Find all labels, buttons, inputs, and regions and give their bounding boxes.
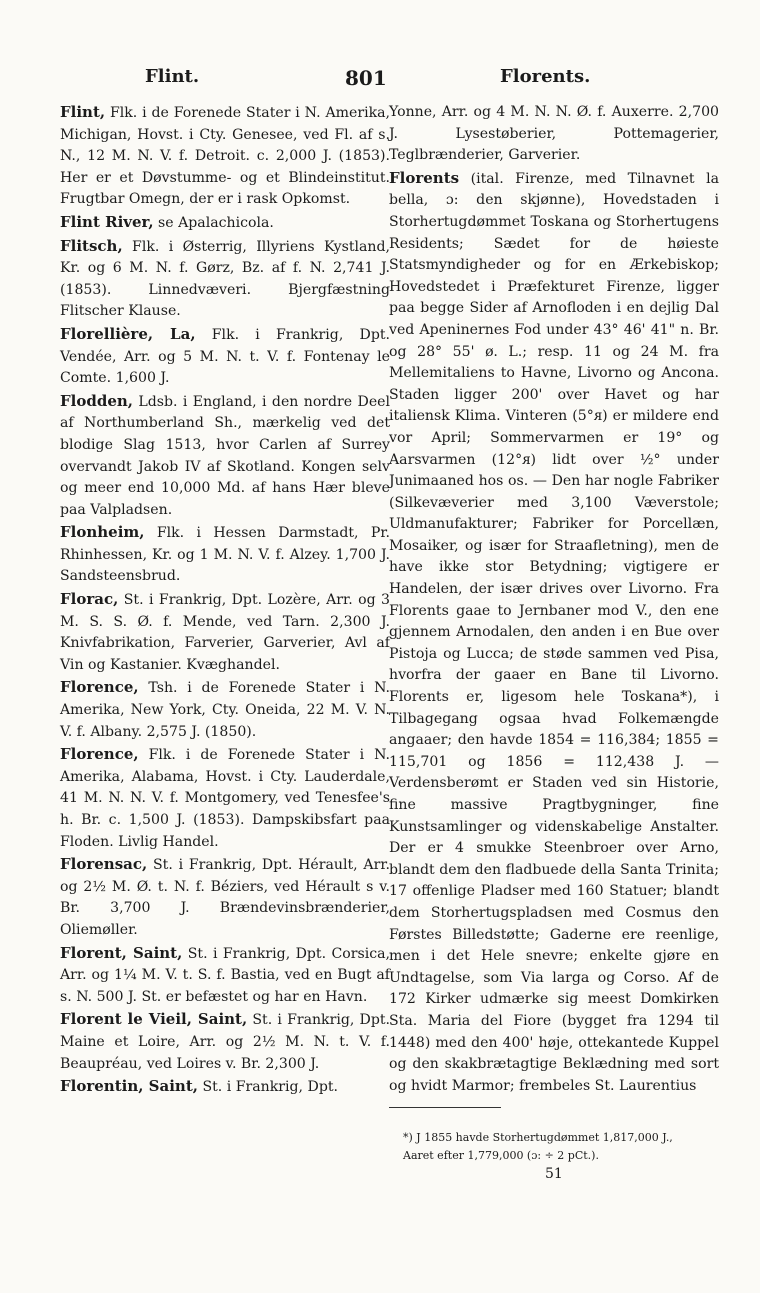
headword: Flitsch, <box>60 236 123 255</box>
headword: Flonheim, <box>60 523 145 542</box>
footnote-line: *) J 1855 havde Storhertugdømmet 1,817,000 J., <box>403 1131 673 1144</box>
entry-text: St. i Frankrig, Dpt. <box>202 1079 338 1096</box>
entry-text: Flk. i Østerrig, Illyriens Kystland, Kr. og 6 M. N. f. Gørz, Bz. af f. N. 2,741 J. (1853). Linnedvæveri. Bjergfæstning Flitscher Klause. <box>60 238 390 320</box>
header-right-word: Florents. <box>500 66 591 87</box>
entry-text: Ldsb. i England, i den nordre Deel af Northumberland Sh., mærkelig ved det blodige Slag 1513, hvor Carlen af Surrey overvandt Jakob IV af Skotland. Kongen selv og meer end 10,000 Md. af hans Hær bleve paa Valpladsen. <box>60 393 391 518</box>
entry-text: St. i Frankrig, Dpt. Hérault, Arr. og 2½ M. Ø. t. N. f. Béziers, ved Hérault s v. Br. 3,700 J. Brændevinsbrænderier, Oliemøller. <box>60 857 390 938</box>
headword: Florence, <box>60 678 139 697</box>
right-column <box>389 102 719 1098</box>
entry <box>60 1009 390 1075</box>
entry-text: se Apalachicola. <box>158 214 274 231</box>
headword: Flint, <box>60 103 106 121</box>
entry <box>60 589 390 676</box>
entry-text: Flk. i de Forenede Stater i N. Amerika, Michigan, Hovst. i Cty. Genesee, ved Fl. af s. N., 12 M. N. V. f. Detroit. c. 2,000 J. (1853). Her er et Døvstumme- og et Blindeinstitut. Frugtbar Omegn, der er i rask Opkomst. <box>60 105 390 208</box>
entry-text: Flk. i Frankrig, Dpt. Vendée, Arr. og 5 M. N. t. V. f. Fontenay le Comte. 1,600 J. <box>60 326 390 387</box>
headword: Florence, <box>60 745 139 764</box>
headword: Florensac, <box>60 855 148 874</box>
entry <box>60 391 390 522</box>
entry-text: St. i Frankrig, Dpt. Lozère, Arr. og 3 M. S. S. Ø. f. Mende, ved Tarn. 2,300 J. Knivfabrikation, Farverier, Garverier, Avl af Vin og Kastanier. Kvæghandel. <box>60 592 390 673</box>
entry <box>60 943 390 1009</box>
entry <box>60 1076 390 1099</box>
entry-continuation <box>389 102 719 167</box>
entry <box>60 677 390 743</box>
headword: Flint River, <box>60 212 154 231</box>
running-header <box>0 66 760 90</box>
entry-text: St. i Frankrig, Dpt. Corsica, Arr. og 1¼ M. V. t. S. f. Bastia, ved en Bugt af s. N. 500 J. St. er befæstet og har en Havn. <box>60 945 390 1005</box>
entry-text: St. i Frankrig, Dpt. Maine et Loire, Arr. og 2½ M. N. t. V. f. Beaupréau, ved Loires v. Br. 2,300 J. <box>60 1012 390 1072</box>
headword: Florentin, Saint, <box>60 1077 198 1096</box>
signature-mark: 51 <box>545 1166 563 1182</box>
entry <box>60 522 390 588</box>
entry-text: (ital. Firenze, med Tilnavnet la bella, ɔ: den skjønne), Hovedstaden i Storhertugdømmet Toskana og Storhertugens Residents; Sædet for de høieste Statsmyndigheder og for en Ærkebiskop; Hovedstedet i Præfekturet Firenze, ligger paa begge Sider af Arnofloden i en dejlig Dal ved Apeninernes Fod under 43° 46' 41" n. Br. og 28° 55' ø. L.; resp. 11 og 24 M. fra Mellemitaliens to Havne, Livorno og Ancona. Staden ligger 200' over Havet og har italiensk Klima. Vinteren (5°ᴙ) er mildere end vor April; Sommervarmen er 19° og Aarsvarmen (12°ᴙ) lidt over ½° under Junimaaned hos os. — Den har nogle Fabriker (Silkevæverier med 3,100 Væverstole; Uldmanufakturer; Fabriker for Porcellæn, Mosaiker, og især for Straafletning), men de have ikke stor Betydning; vigtigere er Handelen, der især drives over Livorno. Fra Florents gaae to Jernbaner mod V., den ene gjennem Arnodalen, den anden i en Bue over Pistoja og Lucca; de støde sammen ved Pisa, hvorfra der gaaer en Bane til Livorno. Florents er, ligesom hele Toskana*), i Tilbagegang ogsaa hvad Folkemængde angaaer; den havde 1854 = 116,384; 1855 = 115,701 og 1856 = 112,438 J. — Verdensberømt er Staden ved sin Historie, fine massive Pragtbygninger, fine Kunstsamlinger og videnskabelige Anstalter. Der er 4 smukke Steenbroer over Arno, blandt dem den fladbuede della Santa Trinita; 17 offenlige Pladser med 160 Statuer; blandt dem Storhertugspladsen med Cosmus den Førstes Billedstøtte; Gaderne ere reenlige, men i det Hele snevre; enkelte gjøre en Undtagelse, som Via larga og Corso. Af de 172 Kirker udmærke sig meest Domkirken Sta. Maria del Fiore (bygget fra 1294 til 1448) med den 400' høje, ottekantede Kuppel og den skakbrætagtige Beklædning med sort og hvidt Marmor; frembeles St. Laurentius <box>389 170 720 1094</box>
entry-text: Flk. i de Forenede Stater i N. Amerika, Alabama, Hovst. i Cty. Lauderdale, 41 M. N. N. V. f. Montgomery, ved Tenesfee's h. Br. c. 1,500 J. (1853). Dampskibsfart paa Floden. Livlig Handel. <box>60 747 390 850</box>
page-number: 801 <box>345 66 387 90</box>
entry-text: Tsh. i de Forenede Stater i N. Amerika, New York, Cty. Oneida, 22 M. V. N. V. f. Albany. 2,575 J. (1850). <box>60 680 390 740</box>
entry-text: Flk. i Hessen Darmstadt, Pr. Rhinhessen, Kr. og 1 M. N. V. f. Alzey. 1,700 J. Sandsteensbrud. <box>60 525 391 585</box>
entry <box>60 236 390 323</box>
entry <box>60 854 390 941</box>
entry <box>60 324 390 390</box>
entry-text: Yonne, Arr. og 4 M. N. N. Ø. f. Auxerre. 2,700 J. Lysestøberier, Pottemagerier, Teglbrænderier, Garverier. <box>389 104 719 164</box>
headword: Florent, Saint, <box>60 943 183 962</box>
footnote-line: Aaret efter 1,779,000 (ɔ: ÷ 2 pCt.). <box>403 1149 599 1162</box>
entry <box>60 744 390 853</box>
left-column <box>60 102 390 1100</box>
headword: Florents <box>389 168 460 187</box>
footnote <box>403 1129 723 1165</box>
headword: Flodden, <box>60 391 134 410</box>
entry <box>389 168 719 1098</box>
footnote-divider <box>389 1107 501 1108</box>
headword: Florent le Vieil, Saint, <box>60 1010 248 1029</box>
entry <box>60 102 390 211</box>
headword: Florac, <box>60 590 119 609</box>
entry <box>60 212 390 235</box>
headword: Florellière, La, <box>60 324 196 343</box>
header-left-word: Flint. <box>145 66 200 87</box>
